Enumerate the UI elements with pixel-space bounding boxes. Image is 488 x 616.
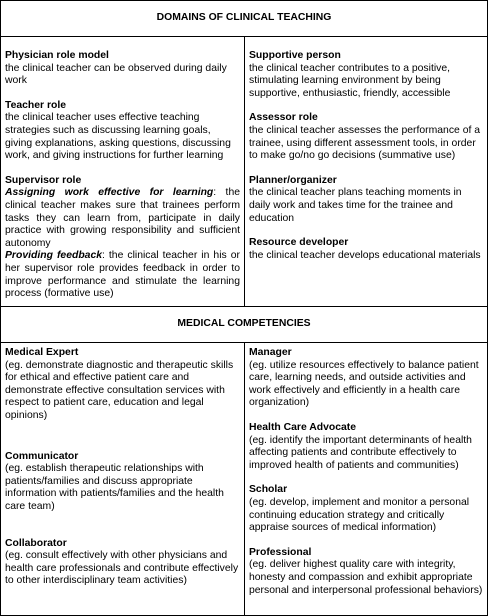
domain-description: the clinical teacher contributes to a positive, stimulating learning environment by being supportive, enthusiastic, friendly, accessible [249, 62, 451, 99]
competency-title: Health Care Advocate [249, 421, 357, 433]
domain-description: the clinical teacher assesses the performance of a trainee, using different assessment tools, in order to make go/no go decisions (summative use) [249, 124, 481, 162]
domain-teacher-role [5, 100, 240, 163]
domain-supportive-person [249, 50, 483, 100]
competency-title: Scholar [249, 484, 288, 496]
competency-description: (eg. develop, implement and monitor a personal continuing education strategy and critically appraise sources of medical information) [249, 496, 470, 534]
competencies-left-cell [1, 343, 245, 616]
domain-title: Physician role model [5, 50, 109, 61]
competency-title: Collaborator [5, 537, 67, 549]
providing-feedback-text: : the clinical teacher in his or her supervisor role provides feedback in order to improve performance and stimulate the learning process (formative use) [5, 250, 240, 300]
competency-health-care-advocate [249, 422, 483, 472]
supervisor-assigning-work [5, 187, 240, 250]
domain-title: Planner/organizer [249, 174, 337, 186]
competency-description: (eg. identify the important determinants of health affecting patients and contribute effectively to improved health of patients and communities) [249, 434, 472, 471]
competency-title: Manager [249, 347, 292, 358]
domain-description: the clinical teacher plans teaching moments in daily work and takes time for the trainee and education [249, 187, 462, 224]
competency-medical-expert [5, 347, 240, 423]
competencies-right-cell [245, 343, 488, 616]
competency-description: (eg. deliver highest quality care with integrity, honesty and compassion and exhibit appropriate personal and interpersonal professional behaviors) [249, 559, 483, 596]
domain-title: Teacher role [5, 99, 67, 111]
providing-feedback-label: Providing feedback [5, 250, 102, 262]
domain-supervisor-role [5, 175, 240, 301]
domain-physician-role-model [5, 50, 240, 88]
domain-assessor-role [249, 112, 483, 162]
competency-collaborator [5, 538, 240, 588]
competency-communicator [5, 451, 240, 514]
competency-title: Communicator [5, 450, 79, 462]
domain-title: Resource developer [249, 237, 349, 249]
competency-title: Professional [249, 546, 312, 558]
competency-scholar [249, 484, 483, 534]
domains-left-cell [1, 37, 245, 307]
domain-description: the clinical teacher uses effective teaching strategies such as discussing learning goals, giving explanations, asking questions, discussing work, and giving instructions for further learning [5, 112, 231, 162]
domain-title: Supervisor role [5, 174, 82, 186]
assigning-work-text: : the clinical teacher makes sure that trainees perform tasks they can learn from, participate in daily practice with growing responsibility and sufficient autonomy [5, 187, 241, 249]
domain-title: Assessor role [249, 112, 318, 124]
competency-title: Medical Expert [5, 347, 79, 358]
assigning-work-label: Assigning work effective for learning [5, 187, 214, 199]
competency-description: (eg. demonstrate diagnostic and therapeutic skills for ethical and effective patient care and demonstrate effective consultation services with respect to patient care, education and legal opinions) [5, 359, 234, 421]
domain-description: the clinical teacher can be observed during daily work [5, 62, 227, 87]
competency-description: (eg. establish therapeutic relationships with patients/families and discuss appropriate information with patients/families and the health care team) [5, 463, 224, 512]
competency-manager [249, 347, 483, 410]
domain-title: Supportive person [249, 50, 341, 61]
domains-right-cell [245, 37, 488, 307]
domain-planner-organizer [249, 175, 483, 225]
competency-description: (eg. utilize resources effectively to balance patient care, learning needs, and outside activities and work effectively and efficiently in a health care organization) [249, 359, 479, 409]
domain-resource-developer [249, 237, 483, 262]
competency-professional [249, 547, 483, 597]
competency-description: (eg. consult effectively with other physicians and health care professionals and contribute effectively to other interdisciplinary team activities) [5, 550, 239, 587]
domains-heading: DOMAINS OF CLINICAL TEACHING [1, 1, 488, 37]
competencies-heading: MEDICAL COMPETENCIES [1, 307, 488, 343]
supervisor-providing-feedback [5, 250, 240, 300]
domain-description: the clinical teacher develops educational materials [249, 249, 481, 261]
